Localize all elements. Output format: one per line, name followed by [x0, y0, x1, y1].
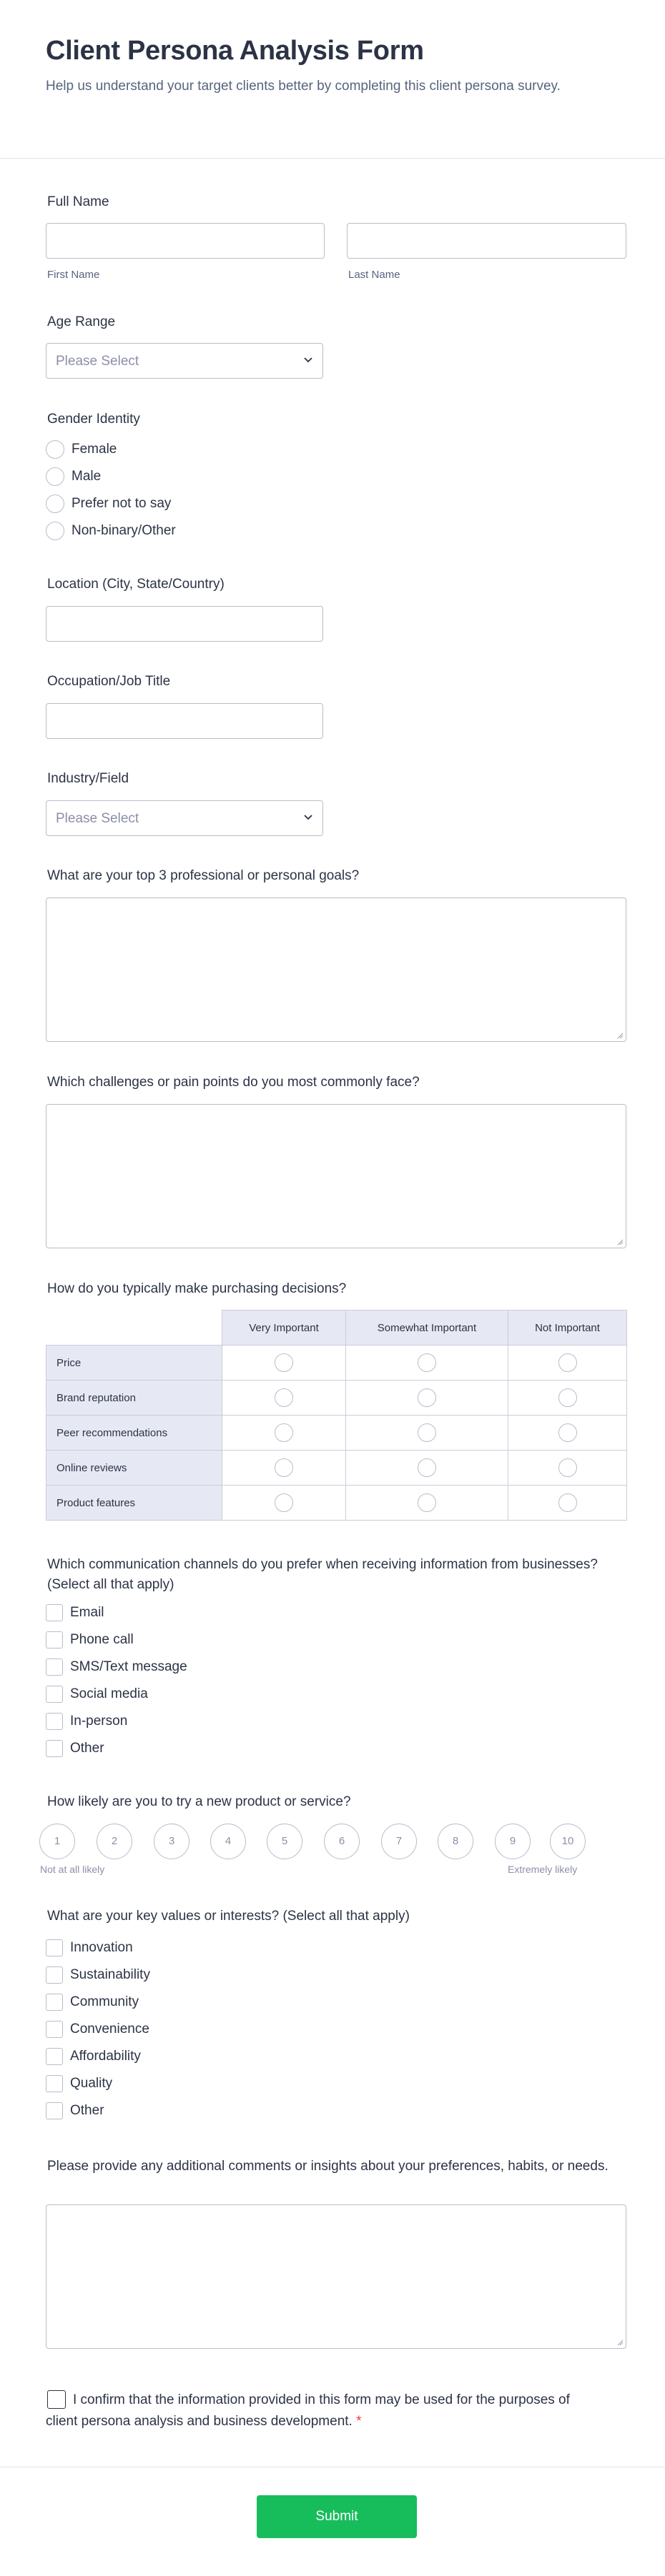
scale-option-5[interactable]: 5 — [267, 1824, 302, 1859]
values-label: What are your key values or interests? (Select all that apply) — [47, 1909, 410, 1924]
radio-button[interactable] — [418, 1493, 436, 1512]
purchasing-matrix — [46, 1310, 627, 1521]
challenges-label: Which challenges or pain points do you most commonly face? — [47, 1075, 420, 1090]
chevron-down-icon — [302, 811, 314, 822]
checkbox[interactable] — [46, 1994, 63, 2011]
gender-option-label: Prefer not to say — [72, 496, 172, 511]
matrix-cell[interactable] — [346, 1486, 508, 1521]
checkbox[interactable] — [46, 1659, 63, 1676]
scale-option-4[interactable]: 4 — [210, 1824, 246, 1859]
radio-button[interactable] — [418, 1458, 436, 1477]
channel-option-label: In-person — [70, 1714, 128, 1729]
consent-label — [46, 2389, 589, 2432]
consent-text: I confirm that the information provided in this form may be used for the purposes of client persona analysis and business development. — [46, 2392, 570, 2429]
channel-option-email[interactable] — [46, 1603, 104, 1623]
matrix-cell[interactable] — [508, 1451, 627, 1486]
matrix-row-label: Brand reputation — [46, 1381, 222, 1416]
radio-button[interactable] — [46, 494, 64, 513]
age-range-label: Age Range — [47, 314, 116, 329]
scale-high-label: Extremely likely — [508, 1864, 578, 1875]
channel-option-phone[interactable] — [46, 1630, 134, 1650]
matrix-cell[interactable] — [222, 1451, 346, 1486]
gender-option-label: Female — [72, 442, 117, 457]
radio-button[interactable] — [46, 467, 64, 486]
matrix-header-row — [46, 1311, 627, 1346]
gender-option-label: Non-binary/Other — [72, 523, 176, 538]
value-option-label: Community — [70, 1994, 139, 2009]
first-name-input[interactable] — [46, 223, 325, 259]
goals-textarea[interactable] — [46, 897, 626, 1042]
value-option-innovation[interactable] — [46, 1938, 133, 1958]
required-mark: * — [356, 2414, 362, 2429]
matrix-cell[interactable] — [508, 1486, 627, 1521]
full-name-label: Full Name — [47, 194, 109, 209]
matrix-row — [46, 1346, 627, 1381]
radio-button[interactable] — [558, 1493, 577, 1512]
checkbox[interactable] — [46, 2075, 63, 2092]
first-name-sublabel: First Name — [47, 269, 100, 281]
checkbox[interactable] — [46, 2021, 63, 2038]
checkbox[interactable] — [46, 1604, 63, 1621]
value-option-label: Affordability — [70, 2049, 141, 2064]
scale-option-1[interactable]: 1 — [39, 1824, 75, 1859]
matrix-column-header: Very Important — [222, 1311, 346, 1346]
matrix-cell[interactable] — [222, 1486, 346, 1521]
matrix-cell[interactable] — [508, 1416, 627, 1451]
gender-option-male[interactable] — [46, 467, 101, 487]
channel-option-label: SMS/Text message — [70, 1659, 187, 1674]
channel-option-label: Other — [70, 1741, 104, 1756]
radio-button[interactable] — [558, 1458, 577, 1477]
location-label: Location (City, State/Country) — [47, 577, 225, 592]
radio-button[interactable] — [558, 1423, 577, 1442]
scale-low-label: Not at all likely — [40, 1864, 105, 1875]
last-name-input[interactable] — [347, 223, 626, 259]
channel-option-label: Social media — [70, 1686, 148, 1701]
industry-label: Industry/Field — [47, 771, 129, 786]
channel-option-sms[interactable] — [46, 1657, 187, 1677]
gender-label: Gender Identity — [47, 412, 140, 427]
matrix-cell[interactable] — [346, 1451, 508, 1486]
checkbox[interactable] — [46, 1686, 63, 1703]
radio-button[interactable] — [558, 1388, 577, 1407]
matrix-cell[interactable] — [508, 1381, 627, 1416]
scale-option-7[interactable]: 7 — [381, 1824, 417, 1859]
matrix-row-label: Online reviews — [46, 1451, 222, 1486]
checkbox[interactable] — [46, 2048, 63, 2065]
matrix-cell[interactable] — [346, 1416, 508, 1451]
age-range-select[interactable] — [46, 343, 323, 379]
scale-option-2[interactable]: 2 — [97, 1824, 132, 1859]
matrix-cell[interactable] — [222, 1346, 346, 1381]
radio-button[interactable] — [46, 440, 64, 459]
radio-button[interactable] — [558, 1353, 577, 1372]
goals-label: What are your top 3 professional or personal goals? — [47, 868, 360, 883]
channel-option-in-person[interactable] — [46, 1711, 127, 1731]
value-option-sustainability[interactable] — [46, 1965, 150, 1985]
scale-option-6[interactable]: 6 — [324, 1824, 360, 1859]
channel-option-label: Phone call — [70, 1632, 134, 1647]
matrix-column-header: Somewhat Important — [346, 1311, 508, 1346]
location-input[interactable] — [46, 606, 323, 642]
matrix-cell[interactable] — [222, 1381, 346, 1416]
matrix-row — [46, 1416, 627, 1451]
radio-button[interactable] — [418, 1388, 436, 1407]
checkbox[interactable] — [46, 1740, 63, 1757]
comments-label: Please provide any additional comments or insights about your preferences, habits, or needs. — [47, 2159, 609, 2174]
scale-option-8[interactable]: 8 — [438, 1824, 473, 1859]
last-name-sublabel: Last Name — [348, 269, 400, 281]
value-option-label: Other — [70, 2103, 104, 2118]
scale-option-3[interactable]: 3 — [154, 1824, 189, 1859]
likelihood-label: How likely are you to try a new product or service? — [47, 1794, 351, 1809]
channel-option-social[interactable] — [46, 1684, 148, 1704]
resize-grip-icon[interactable] — [616, 1032, 624, 1039]
radio-button[interactable] — [418, 1353, 436, 1372]
radio-button[interactable] — [275, 1458, 293, 1477]
resize-grip-icon[interactable] — [616, 1238, 624, 1245]
scale-option-9[interactable]: 9 — [495, 1824, 531, 1859]
matrix-row-label: Product features — [46, 1486, 222, 1521]
radio-button[interactable] — [275, 1353, 293, 1372]
matrix-row-label: Peer recommendations — [46, 1416, 222, 1451]
gender-option-label: Male — [72, 469, 102, 484]
occupation-input[interactable] — [46, 703, 323, 739]
channel-option-label: Email — [70, 1605, 104, 1620]
matrix-row — [46, 1486, 627, 1521]
form-subtitle: Help us understand your target clients better by completing this client persona survey. — [46, 79, 561, 94]
checkbox[interactable] — [46, 1939, 63, 1956]
industry-select[interactable] — [46, 800, 323, 836]
value-option-label: Innovation — [70, 1940, 133, 1955]
matrix-row — [46, 1451, 627, 1486]
radio-button[interactable] — [418, 1423, 436, 1442]
matrix-cell[interactable] — [222, 1416, 346, 1451]
value-option-community[interactable] — [46, 1992, 139, 2012]
channels-label: Which communication channels do you prefer when receiving information from businesses? (Select all that apply) — [47, 1557, 598, 1592]
value-option-other[interactable] — [46, 2101, 104, 2121]
gender-option-female[interactable] — [46, 439, 117, 459]
radio-button[interactable] — [275, 1423, 293, 1442]
gender-option-nonbinary[interactable] — [46, 521, 176, 541]
value-option-convenience[interactable] — [46, 2019, 149, 2039]
form-header — [0, 0, 665, 159]
radio-button[interactable] — [46, 522, 64, 540]
age-range-placeholder: Please Select — [56, 354, 139, 369]
matrix-corner — [46, 1311, 222, 1346]
matrix-cell[interactable] — [346, 1346, 508, 1381]
value-option-label: Quality — [70, 2076, 113, 2091]
form-title: Client Persona Analysis Form — [46, 36, 424, 66]
radio-button[interactable] — [275, 1388, 293, 1407]
matrix-row — [46, 1381, 627, 1416]
resize-grip-icon[interactable] — [616, 2339, 624, 2346]
value-option-quality[interactable] — [46, 2074, 112, 2094]
value-option-label: Convenience — [70, 2021, 149, 2037]
matrix-row-label: Price — [46, 1346, 222, 1381]
radio-button[interactable] — [275, 1493, 293, 1512]
challenges-textarea[interactable] — [46, 1104, 626, 1248]
checkbox[interactable] — [46, 2102, 63, 2119]
checkbox[interactable] — [46, 1713, 63, 1730]
purchasing-label: How do you typically make purchasing decisions? — [47, 1281, 347, 1296]
checkbox[interactable] — [46, 1966, 63, 1984]
matrix-column-header: Not Important — [508, 1311, 627, 1346]
submit-button[interactable]: Submit — [257, 2495, 417, 2538]
checkbox[interactable] — [46, 1631, 63, 1648]
channel-option-other[interactable] — [46, 1739, 104, 1759]
gender-option-prefer-not[interactable] — [46, 494, 171, 514]
occupation-label: Occupation/Job Title — [47, 674, 171, 689]
matrix-cell[interactable] — [346, 1381, 508, 1416]
industry-placeholder: Please Select — [56, 811, 139, 826]
chevron-down-icon — [302, 354, 314, 365]
scale-option-10[interactable]: 10 — [550, 1824, 586, 1859]
comments-textarea[interactable] — [46, 2204, 626, 2349]
value-option-affordability[interactable] — [46, 2047, 141, 2067]
matrix-cell[interactable] — [508, 1346, 627, 1381]
value-option-label: Sustainability — [70, 1967, 150, 1982]
